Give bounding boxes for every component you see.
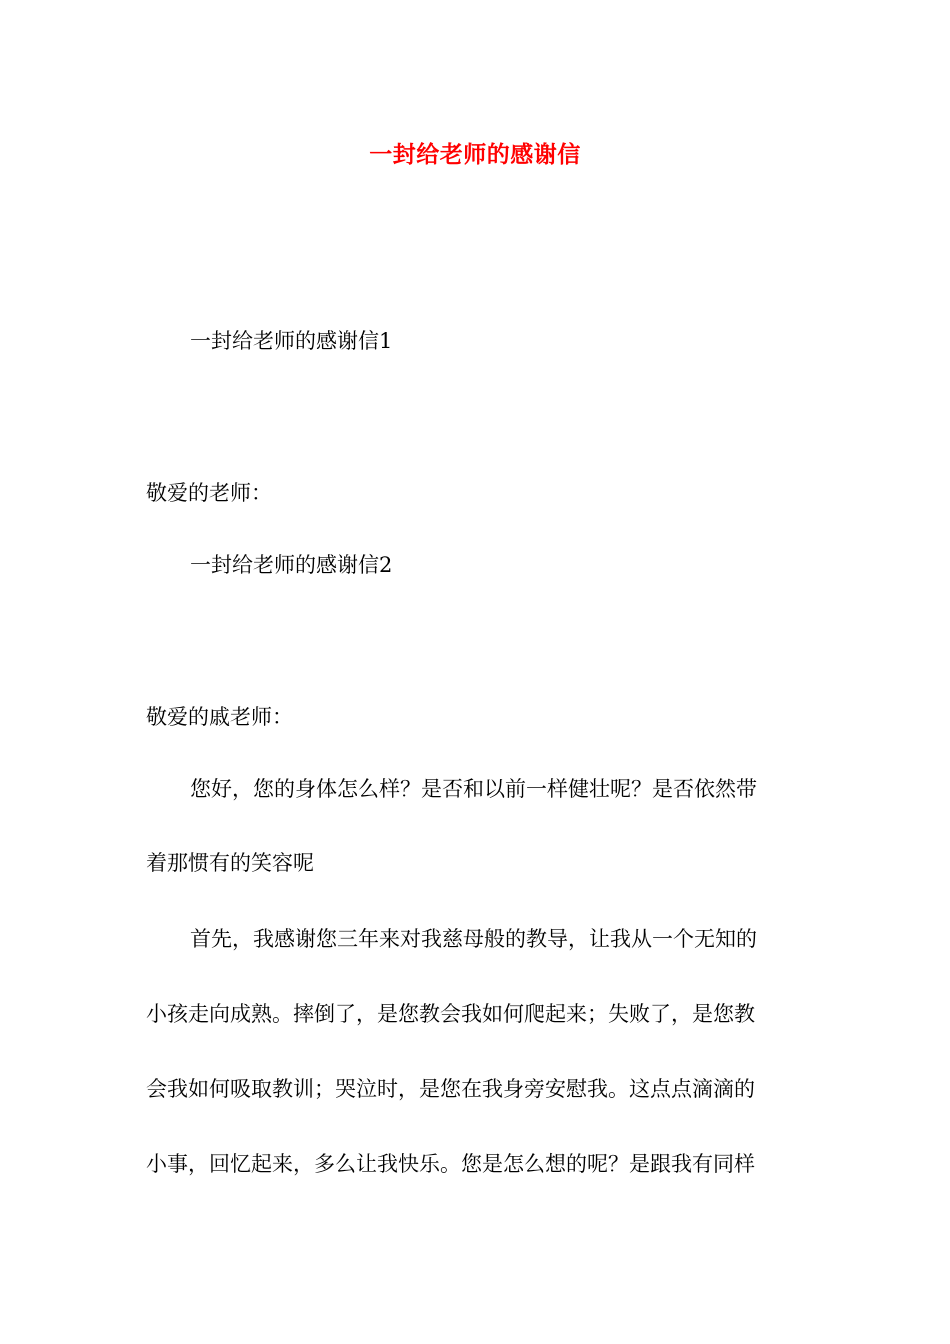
salutation-1: 敬爱的老师： — [146, 481, 272, 505]
paragraph-line: 首先，我感谢您三年来对我慈母般的教导，让我从一个无知的 — [190, 927, 757, 951]
section-heading-2: 一封给老师的感谢信2 — [190, 553, 393, 577]
paragraph-line: 小孩走向成熟。摔倒了，是您教会我如何爬起来；失败了，是您教 — [146, 1002, 755, 1026]
paragraph-line: 会我如何吸取教训；哭泣时，是您在我身旁安慰我。这点点滴滴的 — [146, 1077, 755, 1101]
section-heading-1: 一封给老师的感谢信1 — [190, 329, 393, 353]
salutation-2: 敬爱的戚老师： — [146, 705, 293, 729]
paragraph-line: 您好，您的身体怎么样？是否和以前一样健壮呢？是否依然带 — [190, 777, 757, 801]
paragraph-line: 着那惯有的笑容呢 — [146, 851, 314, 875]
paragraph-line: 小事，回忆起来，多么让我快乐。您是怎么想的呢？是跟我有同样 — [146, 1152, 755, 1176]
document-title: 一封给老师的感谢信 — [369, 142, 581, 168]
